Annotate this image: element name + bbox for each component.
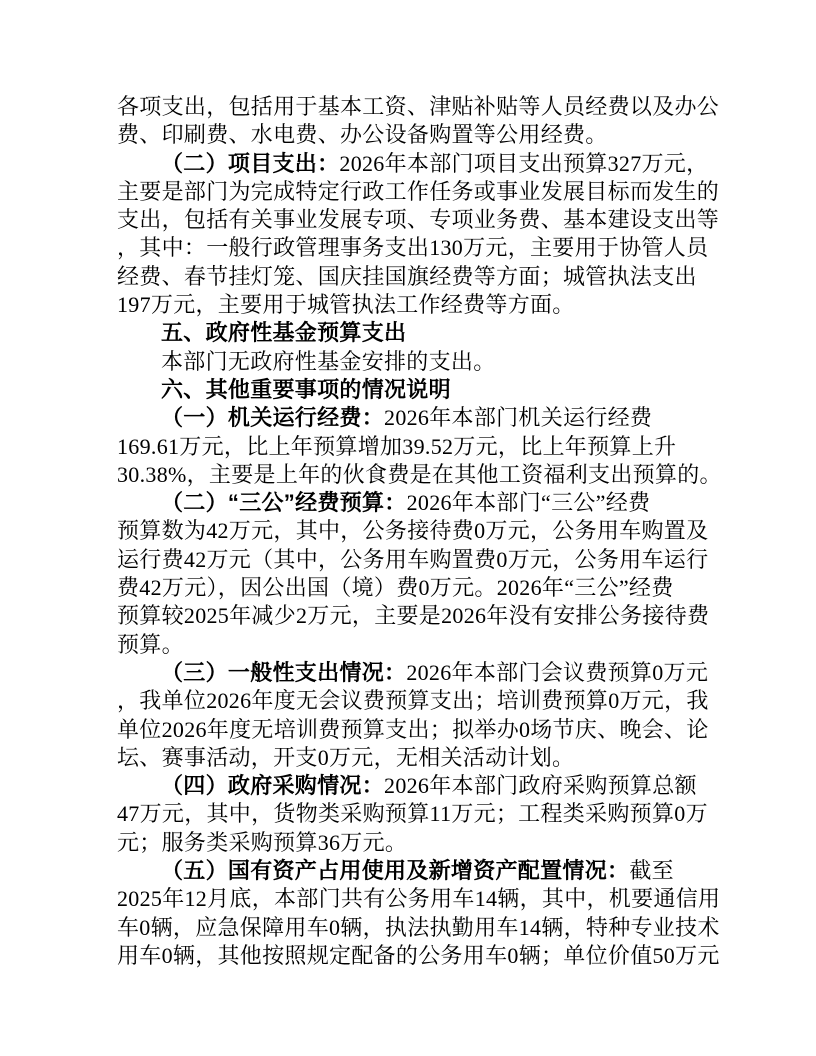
text-line-10 — [117, 348, 709, 376]
text-run: 经费、春节挂灯笼、国庆挂国旗经费等方面；城管执法支出 — [117, 263, 697, 289]
text-line-15 — [117, 489, 709, 517]
text-run: 本部门无政府性基金安排的支出。 — [161, 348, 496, 374]
text-line-3 — [117, 150, 709, 178]
text-run: 坛、赛事活动，开支0万元，无相关活动计划。 — [117, 744, 575, 770]
bold-text-run: 五、政府性基金预算支出 — [161, 320, 407, 346]
bold-text-run: （四）政府采购情况： — [161, 773, 385, 799]
text-run: 2026年本部门“三公”经费 — [406, 490, 651, 516]
bold-text-run: （五）国有资产占用使用及新增资产配置情况： — [161, 858, 630, 884]
text-run: 预算。 — [117, 631, 184, 657]
text-run: 各项支出，包括用于基本工资、津贴补贴等人员经费以及办公 — [117, 94, 720, 119]
text-line-29 — [117, 885, 721, 913]
text-run: 197万元，主要用于城管执法工作经费等方面。 — [117, 292, 575, 318]
text-run: 2026年本部门机关运行经费 — [384, 405, 653, 431]
text-run: 用车0辆，其他按照规定配备的公务用车0辆；单位价值50万元 — [117, 942, 720, 968]
bold-text-run: （二）“三公”经费预算： — [161, 490, 407, 516]
text-line-25 — [117, 772, 709, 800]
text-line-26 — [117, 800, 709, 828]
text-line-4 — [117, 178, 720, 206]
text-run: 预算较2025年减少2万元，主要是2026年没有安排公务接待费 — [117, 603, 710, 629]
text-run: 47万元，其中，货物类采购预算11万元；工程类采购预算0万 — [117, 801, 708, 827]
text-run: 费、印刷费、水电费、办公设备购置等公用经费。 — [117, 122, 608, 148]
text-line-31 — [117, 942, 720, 970]
text-line-23 — [117, 716, 709, 744]
document-body — [117, 93, 722, 970]
text-run: 车0辆，应急保障用车0辆，执法执勤用车14辆，特种专业技术 — [117, 914, 720, 940]
bold-text-run: （三）一般性支出情况： — [161, 659, 407, 685]
text-line-2 — [117, 121, 709, 149]
text-run: 截至 — [629, 858, 674, 884]
text-run: 2025年12月底，本部门共有公务用车14辆，其中，机要通信用 — [117, 886, 721, 912]
text-line-27 — [117, 829, 709, 857]
text-line-21 — [117, 659, 709, 687]
text-line-5 — [117, 206, 720, 234]
text-line-22 — [117, 687, 709, 715]
text-line-30 — [117, 914, 720, 942]
text-line-12 — [117, 404, 709, 432]
text-run: 2026年本部门会议费预算0万元 — [406, 659, 709, 685]
text-run: 2026年本部门政府采购预算总额 — [384, 773, 697, 799]
text-run: 预算数为42万元，其中，公务接待费0万元，公务用车购置及 — [117, 518, 709, 544]
text-run: 169.61万元，比上年预算增加39.52万元，比上年预算上升 — [117, 433, 677, 459]
text-line-13 — [117, 433, 709, 461]
text-line-28 — [117, 857, 709, 885]
text-run: 主要是部门为完成特定行政工作任务或事业发展目标而发生的 — [117, 178, 720, 204]
text-run: 元；服务类采购预算36万元。 — [117, 829, 408, 855]
text-line-19 — [117, 602, 709, 630]
text-run: ，其中：一般行政管理事务支出130万元，主要用于协管人员 — [117, 235, 709, 261]
text-run: 费42万元），因公出国（境）费0万元。2026年“三公”经费 — [117, 575, 674, 601]
text-run: 运行费42万元（其中，公务用车购置费0万元，公务用车运行 — [117, 546, 709, 572]
text-run: 支出，包括有关事业发展专项、专项业务费、基本建设支出等 — [117, 207, 720, 233]
text-run: 2026年本部门项目支出预算327万元， — [339, 150, 709, 176]
text-line-20 — [117, 631, 709, 659]
text-run: 单位2026年度无培训费预算支出；拟举办0场节庆、晚会、论 — [117, 716, 709, 742]
text-line-8 — [117, 291, 709, 319]
text-line-6 — [117, 234, 709, 262]
text-line-24 — [117, 744, 709, 772]
text-line-18 — [117, 574, 709, 602]
text-line-16 — [117, 517, 709, 545]
text-run: ，我单位2026年度无会议费预算支出；培训费预算0万元，我 — [117, 688, 709, 714]
text-line-14 — [117, 461, 722, 489]
text-run: 30.38%，主要是上年的伙食费是在其他工资福利支出预算的。 — [117, 461, 722, 487]
text-line-17 — [117, 546, 709, 574]
text-line-7 — [117, 263, 709, 291]
bold-text-run: 六、其他重要事项的情况说明 — [161, 376, 451, 402]
bold-text-run: （一）机关运行经费： — [161, 405, 385, 431]
text-line-9 — [117, 319, 709, 347]
text-line-1 — [117, 93, 720, 121]
text-line-11 — [117, 376, 709, 404]
bold-text-run: （二）项目支出： — [161, 150, 340, 176]
